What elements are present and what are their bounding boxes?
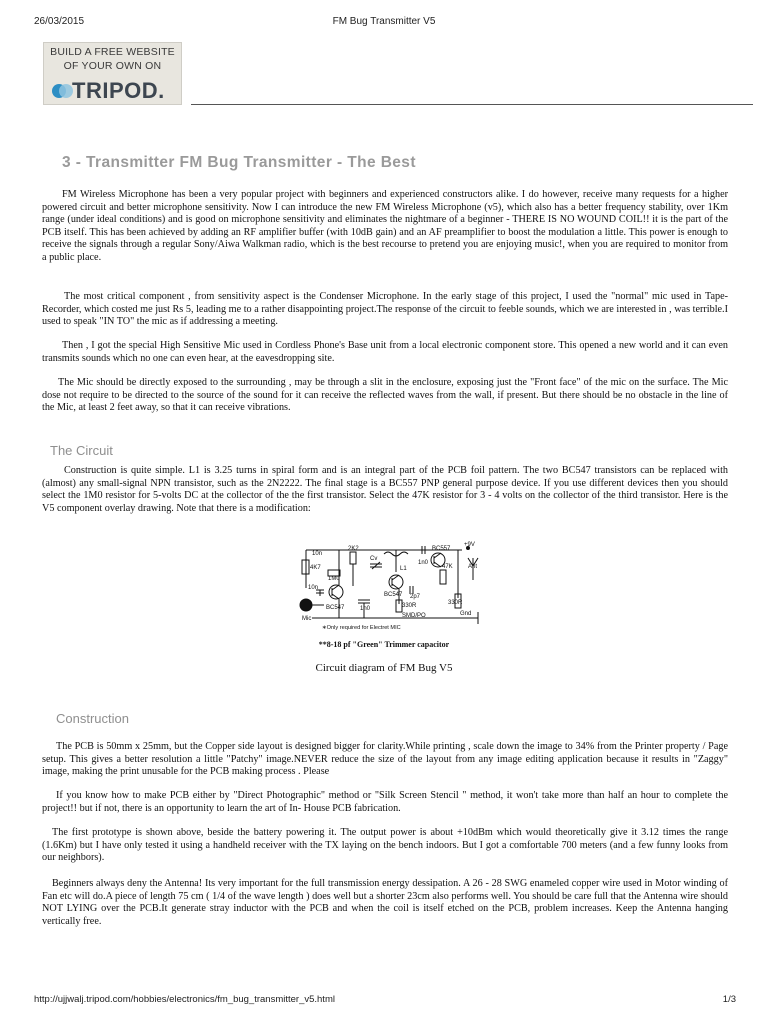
intro-paragraph-2: The most critical component , from sensitivity aspect is the Condenser Microphone. In the early stage of this project, I used the "normal" mic used in Tape-Recorder, which costed me just Rs 5, leading me to a rather disappointing project.The response of the circuit to feeble sounds, which we are interested in , was terrible.I used to speak "IN TO" the mic as if addressing a meeting. <box>42 291 728 328</box>
label-plus-9v: +9V <box>464 542 475 548</box>
label-1n0-top: 1n0 <box>418 560 429 566</box>
label-bc557: BC557 <box>432 546 451 552</box>
construction-paragraph-3: The first prototype is shown above, beside the battery powering it. The output power is about +10dBm which would theoretically give it 3.12 times the range (1.6Km) but I have only tested it using a handheld receiver with the TX laying on the bench indoors. But I got a comfortable 700 meters (and a few funny looks from our neighbors). <box>42 827 728 864</box>
construction-paragraph-4: Beginners always deny the Antenna! Its very important for the full transmission energy dessipation. A 26 - 28 SWG enameled copper wire used in Motor winding of Fan etc will do.A piece of length 75 cm ( 1/4 of the wave length ) does well but a shorter 23cm also performs well. You should be care full that the Antenna wire should NOT LYING over the PCB.It generate stray inductor with the PCB and when the coil is itself etched on the PCB, problem increases. Keep the Antenna hanging vertically free. <box>42 878 728 927</box>
print-title: FM Bug Transmitter V5 <box>332 16 436 27</box>
label-330r-left: 330R <box>402 603 417 609</box>
intro-paragraph-1: FM Wireless Microphone has been a very popular project with beginners and experienced constructors alike. I do however, receive many requests for a higher powered circuit and better microphone sensitivity. Now I can introduce the new FM Wireless Microphone (v5), which also has a better frequency stability, over 1Km range (under ideal conditions) and is good on microphone sensitivity and eliminates the nightmare of a beginner - THERE IS NO WOUND COIL!! it is the part of the PCB itself. This has been achieved by adding an RF amplifier buffer (with 10dB gain) and an AF preamplifier to boost the modulation a little. This power is enough to receive the signals through a regular Sony/Aiwa Walkman radio, which is the best recourse to pretend you are enjoying music!, when you are required to monitor from a public place. <box>42 189 728 263</box>
label-ant: Ant <box>468 564 478 570</box>
label-10n-bottom: 10n <box>308 585 319 591</box>
label-2p7: 2p7 <box>410 594 421 600</box>
tripod-logo <box>50 77 178 103</box>
circuit-diagram <box>298 538 486 632</box>
label-gnd: Gnd <box>460 611 472 617</box>
logo-circle-overlay-icon <box>59 84 73 98</box>
banner-line-2: OF YOUR OWN ON <box>63 60 162 72</box>
article-title: 3 - Transmitter FM Bug Transmitter - The Best <box>62 154 416 171</box>
page-number: 1/3 <box>722 994 736 1005</box>
tripod-brand-text: TRIPOD. <box>72 78 165 103</box>
print-date: 26/03/2015 <box>34 16 85 27</box>
label-bc547-left: BC547 <box>326 605 345 611</box>
label-bc547-middle: BC547 <box>384 592 403 598</box>
construction-paragraph-2: If you know how to make PCB either by "Direct Photographic" method or "Silk Screen Stencil " method, it won't take more than half an hour to complete the project!! but if not, there is an opportunity to learn the art of In- House PCB fabrication. <box>42 790 728 814</box>
intro-paragraph-4: The Mic should be directly exposed to the surrounding , may be through a slit in the enclosure, exposing just the "Front face" of the mic on the surface. The Mic dose not require to be directed to the source of the sound for it can receive the reflected waves from the wall, if present. But there should be no obstacle in the line of the Mic, at least 2 feet away, so that it can receive vibrations. <box>42 377 728 414</box>
label-electret-note: ∗Only required for Electret MIC <box>322 625 401 631</box>
label-cv: Cv <box>370 556 378 562</box>
header-divider <box>191 104 753 105</box>
label-1n0-bottom: 1n0 <box>360 606 371 612</box>
label-1m0: 1M0 <box>328 576 340 582</box>
label-mic: Mic <box>302 616 312 622</box>
label-4k7: 4K7 <box>310 565 321 571</box>
figure-caption: Circuit diagram of FM Bug V5 <box>315 662 453 674</box>
section-heading-circuit: The Circuit <box>50 443 113 458</box>
label-2k2: 2K2 <box>348 546 359 552</box>
label-330r-right: 330R <box>448 600 463 606</box>
tripod-ad-banner[interactable] <box>43 42 182 105</box>
circuit-paragraph: Construction is quite simple. L1 is 3.25 turns in spiral form and is an integral part of the PCB foil pattern. The two BC547 transistors can be replaced with (almost) any small-signal NPN transistor, such as the 2N2222. The final stage is a BC557 PNP general purpose device. If you use different devices then you should select the 1M0 resistor for 5-volts DC at the collector of the the first transistor. Select the 47K resistor for 3 - 4 volts on the collector of the third transistor. Here is the V5 component overlay drawing. Note that there is a modification: <box>42 465 728 514</box>
intro-paragraph-3: Then , I got the special High Sensitive Mic used in Cordless Phone's Base unit from a local electronic component store. This opened a new world and it can even transmits sounds which no one can even hear, at the eavesdropping site. <box>42 340 728 364</box>
section-heading-construction: Construction <box>56 711 129 726</box>
trimmer-caption: **8-18 pf "Green" Trimmer capacitor <box>318 640 450 649</box>
label-smd: SMD/PO <box>402 613 426 619</box>
label-10n: 10n <box>312 551 323 557</box>
banner-line-1: BUILD A FREE WEBSITE <box>50 46 175 58</box>
label-l1: L1 <box>400 566 407 572</box>
construction-paragraph-1: The PCB is 50mm x 25mm, but the Copper side layout is designed bigger for clarity.While printing , scale down the image to 34% from the Printer property / Page setup. This gives a better resolution a little "Patchy" image.NEVER reduce the size of the layout from any image editing application because it results in "Zaggy" image, making the print unusable for the PCB making process . Please <box>42 741 728 778</box>
label-47k: 47K <box>442 564 453 570</box>
print-url[interactable]: http://ujjwalj.tripod.com/hobbies/electronics/fm_bug_transmitter_v5.html <box>34 994 335 1005</box>
